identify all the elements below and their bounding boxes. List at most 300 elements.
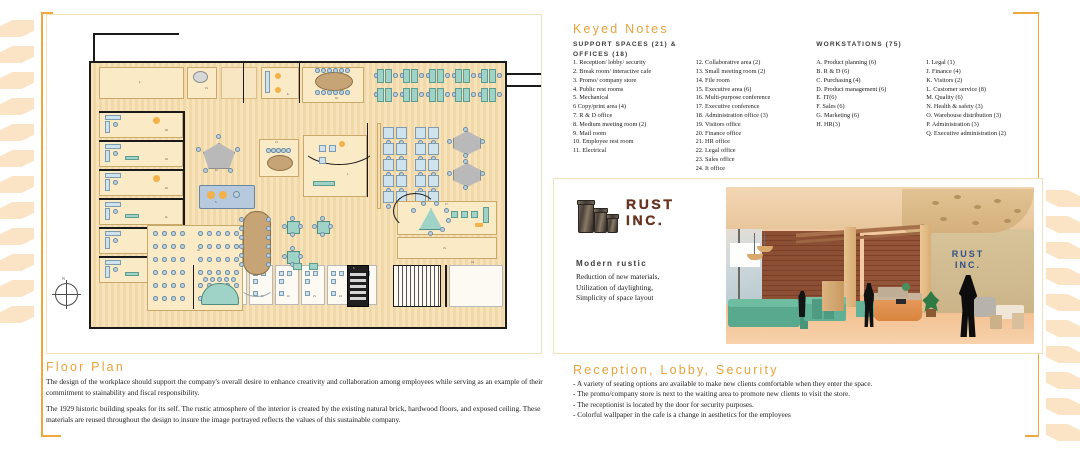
list-item: 23. Sales office — [695, 155, 735, 163]
plan-chair — [374, 73, 379, 78]
plan-desk — [279, 271, 284, 276]
plan-chair — [266, 244, 271, 249]
plan-wall — [99, 169, 183, 171]
plan-wall — [507, 73, 541, 75]
plan-room-tag: 22. — [287, 295, 291, 298]
plan-chair — [180, 257, 185, 262]
plan-workstation — [415, 143, 426, 155]
plan-desk — [331, 291, 336, 296]
chevron-shape — [0, 20, 34, 37]
plan-accent — [153, 175, 160, 182]
plan-desk — [471, 211, 478, 218]
plan-chair — [471, 92, 476, 97]
plan-chair — [216, 134, 221, 139]
plan-chair — [234, 257, 239, 262]
concept-line: Reduction of new materials, — [576, 272, 660, 281]
plan-workstation — [428, 159, 439, 171]
list-item: 24. It office — [695, 164, 726, 172]
plan-conference-table — [315, 72, 353, 91]
list-item: 15. Executive area (6) — [695, 85, 752, 93]
plan-chair — [327, 90, 332, 95]
plan-room-tag: 14. — [471, 261, 475, 264]
plan-chair — [162, 257, 167, 262]
plan-workstation — [383, 127, 394, 139]
list-item: N. Health & safety (3) — [926, 103, 983, 111]
plan-chair — [271, 148, 276, 153]
plan-chair — [198, 283, 203, 288]
list-item: 14. File room — [695, 76, 730, 84]
render-ceiling-light — [940, 217, 947, 221]
plan-chair — [428, 231, 433, 236]
keyed-notes-columns — [573, 40, 1043, 174]
plan-chair — [153, 270, 158, 275]
chevron-shape — [0, 306, 34, 323]
plan-chair — [113, 180, 118, 185]
plan-workstation — [428, 143, 439, 155]
chevron-shape — [0, 280, 34, 297]
plan-chair — [153, 257, 158, 262]
list-item: 9. Mail room — [573, 129, 607, 137]
render-column — [844, 227, 856, 307]
plan-desk — [105, 173, 121, 178]
list-item: 2. Break room/ interactive cafe — [573, 67, 652, 75]
plan-workstation — [385, 69, 392, 83]
plan-desk — [105, 144, 121, 149]
plan-chair — [321, 90, 326, 95]
plan-curved-element — [239, 273, 275, 297]
list-item: E. IT(6) — [816, 94, 837, 102]
plan-chair — [228, 168, 233, 173]
list-item: 11. Electrical — [573, 147, 607, 155]
list-item: F. Sales (6) — [816, 103, 845, 111]
plan-desk — [287, 271, 292, 276]
logo-word-rust: RUST — [626, 196, 675, 212]
plan-workstation — [396, 143, 407, 155]
plan-room-tag: 13. — [275, 141, 279, 144]
plan-workstation — [411, 88, 418, 102]
plan-workstation — [437, 69, 444, 83]
plan-workstation — [429, 69, 436, 83]
list-item: 3. Promo/ company store — [573, 76, 637, 84]
plan-chair — [196, 147, 201, 152]
plan-chair — [426, 92, 431, 97]
plan-accent — [153, 117, 160, 124]
plan-chair — [231, 277, 236, 282]
plan-workstation — [396, 159, 407, 171]
list-item: I. Legal (1) — [926, 59, 955, 67]
plan-desk — [125, 156, 139, 160]
plan-room-tag: 21. — [261, 295, 265, 298]
list-item: K. Visitors (2) — [926, 76, 963, 84]
plan-chair — [203, 168, 208, 173]
plan-workstation — [481, 88, 488, 102]
plan-chair — [463, 153, 468, 158]
chevron-shape — [1046, 294, 1080, 311]
plan-desk — [105, 115, 121, 120]
plan-chair — [393, 92, 398, 97]
rusty-can-icon — [594, 209, 607, 233]
list-item: 8. Medium meeting room (2) — [573, 120, 647, 128]
plan-desk — [105, 121, 110, 133]
plan-wall — [93, 33, 95, 61]
plan-workstation — [489, 69, 496, 83]
plan-workstation — [489, 88, 496, 102]
plan-chair — [171, 257, 176, 262]
plan-chair — [234, 283, 239, 288]
plan-chair — [445, 92, 450, 97]
plan-desk — [331, 279, 336, 284]
plan-table — [193, 71, 208, 83]
plan-workstation — [403, 88, 410, 102]
plan-desk — [105, 237, 110, 249]
plan-wall — [373, 61, 393, 63]
plan-chair — [198, 257, 203, 262]
rusty-can-icon — [578, 201, 594, 233]
render-monitor — [896, 299, 906, 304]
plan-workstation — [383, 159, 394, 171]
plan-desk — [451, 211, 458, 218]
plan-desk — [105, 266, 110, 278]
plan-workstation — [481, 69, 488, 83]
plan-desk — [279, 291, 284, 296]
plan-desk — [105, 202, 121, 207]
bullet-item: - The receptionist is located by the door for security purposes. — [573, 399, 754, 409]
plan-chair — [386, 204, 391, 209]
chevron-shape — [0, 72, 34, 89]
plan-room-tag: 1. — [347, 173, 349, 176]
list-item: C. Purchasing (4) — [816, 76, 861, 84]
list-item: A. Product planning (6) — [816, 59, 877, 67]
support-spaces-list-1 — [573, 59, 696, 156]
plan-accent — [475, 223, 483, 227]
chevron-shape — [1046, 424, 1080, 441]
render-wall-logo-line-2: INC. — [955, 260, 981, 270]
plan-accent — [275, 87, 281, 93]
render-lounge-chair — [974, 297, 996, 317]
plan-room-tag: 12. — [215, 169, 219, 172]
rusty-can-icon — [607, 215, 618, 233]
plan-chair — [266, 262, 271, 267]
list-item: 13. Small meeting room (2) — [695, 67, 766, 75]
plan-workstation — [455, 88, 462, 102]
plan-chair — [198, 270, 203, 275]
plan-chair — [162, 296, 167, 301]
list-item: 1. Reception/ lobby/ security — [573, 59, 646, 67]
plan-desk — [305, 279, 310, 284]
plan-chair — [162, 244, 167, 249]
plan-room-tag: 13. — [205, 87, 209, 90]
plan-accent — [207, 191, 215, 199]
plan-room-tag: 6. — [287, 93, 289, 96]
plan-desk — [105, 208, 110, 220]
keyed-notes-workstations-column-2 — [926, 40, 1043, 174]
plan-desk — [313, 271, 318, 276]
list-item: 12. Collaborative area (2) — [695, 59, 761, 67]
plan-chair — [463, 127, 468, 132]
plan-desk — [313, 181, 335, 186]
render-wall-logo — [940, 249, 996, 271]
plan-chair — [162, 270, 167, 275]
chevron-shape — [0, 176, 34, 193]
plan-workstation — [463, 88, 470, 102]
plan-workstation — [396, 175, 407, 187]
render-cushion — [812, 299, 822, 319]
plan-workstation — [396, 127, 407, 139]
plan-chair — [162, 231, 167, 236]
plan-chair — [224, 277, 229, 282]
frame-line-right-bottom — [1025, 435, 1039, 437]
plan-chair — [207, 231, 212, 236]
plan-chair — [225, 244, 230, 249]
list-item: D. Product management (6) — [816, 85, 887, 93]
plan-chair — [463, 159, 468, 164]
render-wood-screen — [822, 281, 844, 311]
plan-desk — [339, 271, 344, 276]
plan-workstation — [383, 191, 394, 203]
plan-corridor — [221, 67, 257, 99]
plan-chair — [266, 217, 271, 222]
plan-stair — [393, 265, 441, 307]
plan-chair — [312, 224, 317, 229]
plan-chair — [345, 68, 350, 73]
plan-chair — [239, 226, 244, 231]
plan-chair — [180, 283, 185, 288]
chevron-shape — [0, 150, 34, 167]
list-item: 20. Finance office — [695, 129, 742, 137]
plan-chair — [180, 231, 185, 236]
frame-line-left-bottom — [41, 435, 61, 437]
render-planter — [926, 309, 936, 317]
plan-desk — [125, 272, 139, 276]
reception-section-heading: Reception, Lobby, Security — [573, 363, 779, 377]
plan-chair — [447, 171, 452, 176]
logo-word-inc: INC. — [626, 212, 665, 228]
render-small-plant — [902, 283, 910, 291]
plan-chair — [497, 73, 502, 78]
keyed-notes-support-column-1 — [573, 40, 696, 174]
list-item: 5. Mechanical — [573, 94, 609, 102]
plan-chair — [171, 283, 176, 288]
plan-chair — [210, 277, 215, 282]
plan-chair — [171, 296, 176, 301]
plan-chair — [276, 148, 281, 153]
chevron-shape — [1046, 268, 1080, 285]
plan-chair — [333, 90, 338, 95]
list-item: 4. Public rest rooms — [573, 85, 624, 93]
plan-wall — [89, 327, 507, 329]
plan-wall — [477, 61, 497, 63]
plan-chair — [171, 270, 176, 275]
list-item: H. HR(3) — [816, 120, 841, 128]
plan-desk — [105, 179, 110, 191]
chevron-shape — [1046, 320, 1080, 337]
plan-chair — [480, 171, 485, 176]
compass-north-label: N — [62, 276, 65, 281]
chevron-shape — [1046, 242, 1080, 259]
plan-wall — [99, 198, 183, 200]
plan-desk — [461, 211, 468, 218]
plan-chair — [290, 216, 295, 221]
plan-chair — [113, 122, 118, 127]
plan-chair — [266, 148, 271, 153]
reception-panel — [553, 178, 1043, 354]
plan-equipment — [350, 273, 366, 276]
plan-chair — [239, 244, 244, 249]
chevron-shape — [0, 46, 34, 63]
north-arrow-compass-icon — [55, 276, 78, 306]
plan-chair — [153, 296, 158, 301]
plan-wall — [93, 33, 179, 35]
workstations-heading: WORKSTATIONS (75) — [816, 41, 902, 48]
list-item: 21. HR office — [695, 138, 730, 146]
plan-chair — [207, 270, 212, 275]
plan-chair — [478, 92, 483, 97]
plan-chair — [153, 231, 158, 236]
plan-room-tag: 17. — [445, 203, 449, 206]
plan-desk — [305, 291, 310, 296]
plan-table — [267, 155, 293, 171]
list-item: 22. Legal office — [695, 147, 736, 155]
plan-chair — [216, 244, 221, 249]
plan-chair — [216, 257, 221, 262]
plan-room-tag: 23. — [313, 295, 317, 298]
render-pendant-cord — [764, 233, 765, 247]
render-chair — [990, 315, 1002, 329]
plan-chair — [315, 90, 320, 95]
plan-workstation — [383, 143, 394, 155]
plan-desk — [305, 271, 310, 276]
keyed-notes-heading: Keyed Notes — [573, 22, 669, 36]
chevron-shape — [1046, 190, 1080, 207]
plan-chair — [339, 68, 344, 73]
plan-chair — [426, 73, 431, 78]
plan-workstation — [415, 159, 426, 171]
list-item: 10. Employee rest room — [573, 138, 634, 146]
support-spaces-list-2 — [696, 59, 817, 173]
plan-chair — [452, 73, 457, 78]
plan-chair — [290, 232, 295, 237]
rust-inc-logo — [576, 195, 694, 235]
plan-equipment — [350, 297, 366, 300]
reception-3d-rendering — [726, 187, 1034, 344]
concept-line: Utilization of daylighting, — [576, 282, 653, 292]
plan-workstation — [415, 127, 426, 139]
plan-workstation — [415, 175, 426, 187]
plan-chair — [266, 235, 271, 240]
plan-chair — [234, 270, 239, 275]
render-wall-logo-line-1: RUST — [951, 249, 985, 259]
plan-chair — [171, 244, 176, 249]
list-item: 16. Multi-purpose conference — [695, 94, 771, 102]
plan-chair — [333, 68, 338, 73]
plan-workstation — [463, 69, 470, 83]
plan-chair — [447, 139, 452, 144]
plan-chair — [463, 185, 468, 190]
plan-chair — [198, 231, 203, 236]
plan-workstation — [403, 69, 410, 83]
plan-equipment — [350, 285, 366, 288]
render-ceiling-light — [1014, 209, 1021, 213]
plan-chair — [153, 283, 158, 288]
plan-chair — [282, 254, 287, 259]
list-item: 19. Visitors office — [695, 120, 741, 128]
list-item: B. R & D (6) — [816, 67, 850, 75]
plan-wall — [89, 61, 91, 329]
render-ceiling-light — [972, 221, 979, 225]
floor-plan-panel — [46, 14, 542, 354]
chevron-shape — [1046, 398, 1080, 415]
bullet-item: - A variety of seating options are available to make new clients comfortable when they enter the space. — [573, 379, 873, 388]
decorative-chevron-edge-left — [0, 0, 34, 455]
plan-chair — [328, 224, 333, 229]
plan-room-tag: 3. — [215, 201, 217, 204]
frame-line-left-vertical — [41, 12, 43, 436]
plan-chair — [225, 231, 230, 236]
plan-chair — [180, 296, 185, 301]
plan-chair — [320, 216, 325, 221]
frame-line-right-top — [1013, 12, 1039, 14]
concept-line: Simplicity of space layout — [576, 293, 654, 303]
render-pendant-cord — [754, 233, 755, 255]
plan-desk — [279, 279, 284, 284]
chevron-shape — [0, 254, 34, 271]
bullet-item: - The promo/company store is next to the waiting area to promote new clients to visit the store. — [573, 389, 851, 399]
plan-chair — [239, 253, 244, 258]
plan-chair — [266, 226, 271, 231]
plan-chair — [113, 151, 118, 156]
plan-desk — [329, 145, 336, 152]
plan-workstation — [377, 88, 384, 102]
plan-chair — [217, 277, 222, 282]
render-ceiling-light — [974, 205, 981, 209]
list-item: J. Finance (4) — [926, 67, 961, 75]
chevron-shape — [0, 202, 34, 219]
plan-workstation — [455, 69, 462, 83]
plan-chair — [153, 244, 158, 249]
plan-chair — [234, 244, 239, 249]
plan-chair — [374, 92, 379, 97]
plan-chair — [286, 148, 291, 153]
plan-chair — [444, 208, 449, 213]
plan-chair — [113, 238, 118, 243]
plan-chair — [180, 270, 185, 275]
plan-chair — [171, 231, 176, 236]
plan-chair — [198, 244, 203, 249]
plan-chair — [452, 92, 457, 97]
plan-chair — [298, 254, 303, 259]
plan-chair — [282, 224, 287, 229]
list-item: 6 Copy/print area (4) — [573, 103, 626, 111]
plan-chair — [315, 68, 320, 73]
plan-chair — [445, 73, 450, 78]
decorative-chevron-edge-right — [1046, 0, 1080, 455]
logo-wordmark — [626, 196, 675, 228]
plan-chair — [497, 92, 502, 97]
plan-chair — [113, 267, 118, 272]
plan-chair — [480, 139, 485, 144]
plan-chair — [239, 262, 244, 267]
plan-chair — [471, 73, 476, 78]
chevron-shape — [1046, 372, 1080, 389]
plan-chair — [419, 73, 424, 78]
plan-workstation — [385, 88, 392, 102]
workstations-list-2 — [926, 59, 1043, 138]
plan-chair — [233, 191, 240, 198]
plan-room-tag: 10. — [197, 249, 201, 252]
plan-workstation — [428, 175, 439, 187]
plan-workstation — [383, 175, 394, 187]
plan-wall — [399, 61, 419, 63]
